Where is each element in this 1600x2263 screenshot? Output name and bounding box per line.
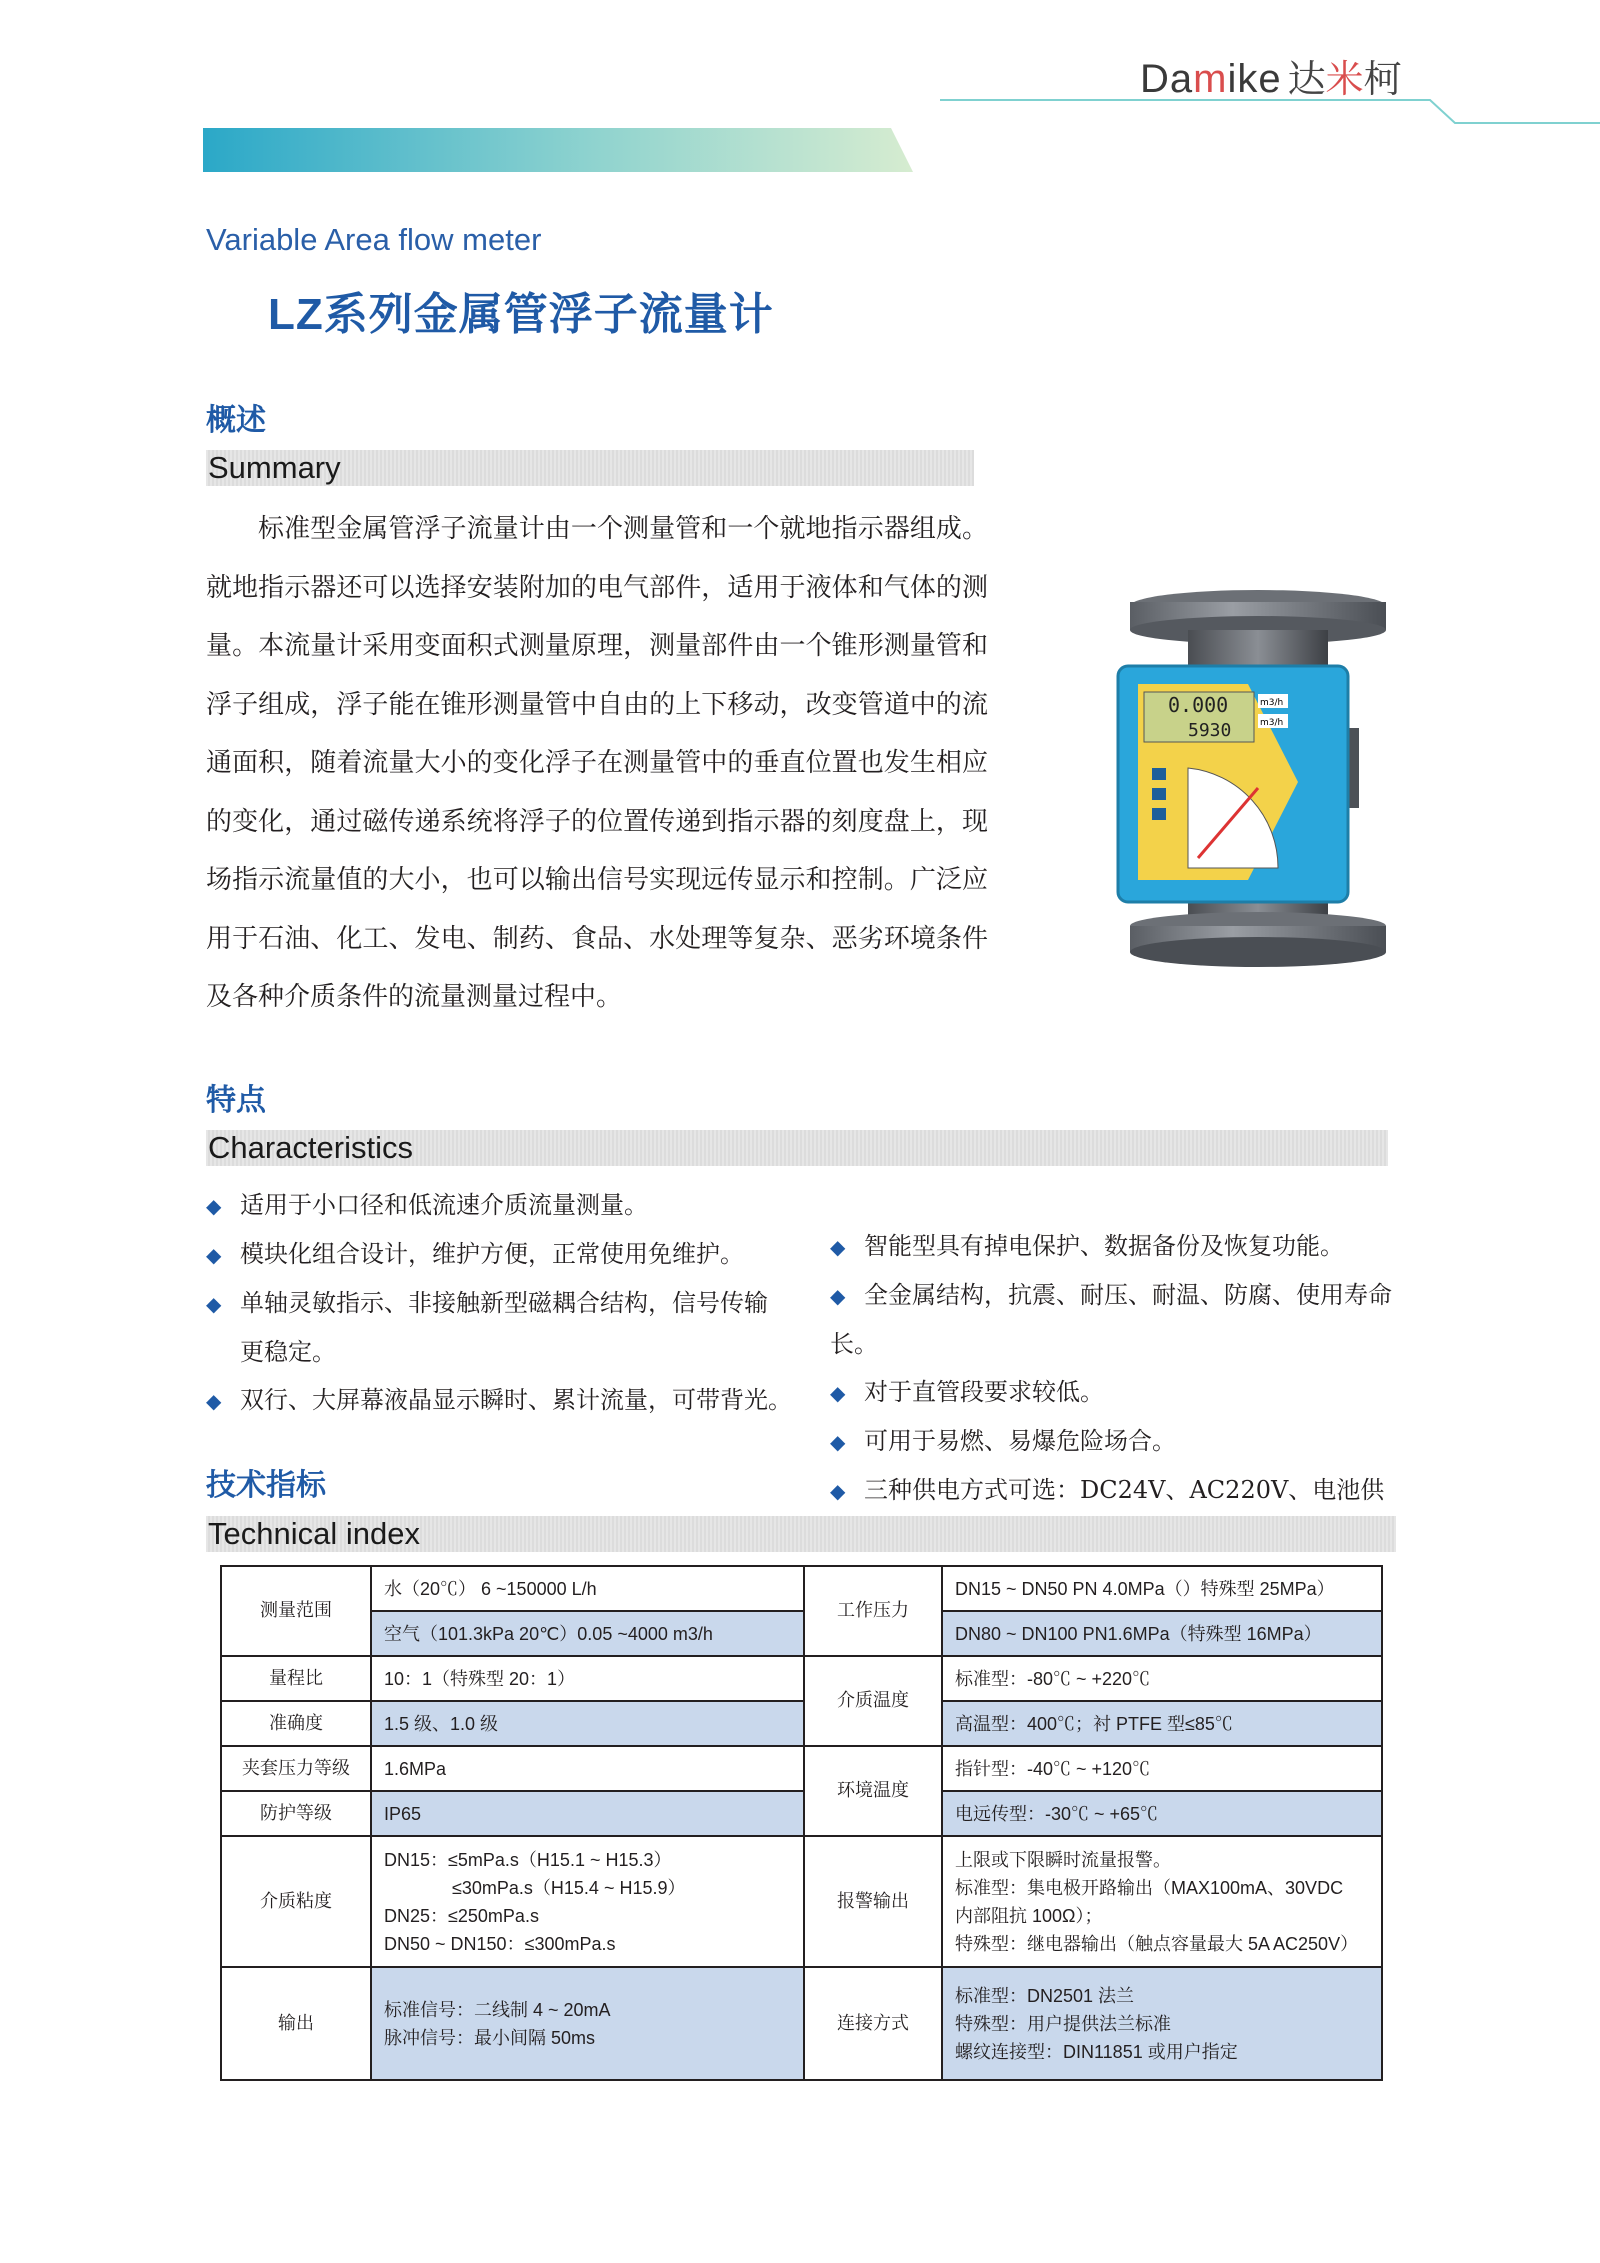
accuracy-label: 准确度: [221, 1701, 371, 1746]
env-temp-label: 环境温度: [804, 1746, 942, 1836]
env-temp-value-1: 指针型：-40℃ ~ +120℃: [942, 1746, 1382, 1791]
summary-heading-bar: [206, 450, 974, 486]
list-item: ◆ 对于直管段要求较低。: [830, 1368, 1400, 1417]
connect-line-3: 螺纹连接型：DIN11851 或用户指定: [955, 2041, 1238, 2062]
table-row: [221, 1746, 1382, 1791]
connect-line-1: 标准型：DN2501 法兰: [955, 1985, 1135, 2006]
title-english: Variable Area flow meter: [206, 222, 542, 257]
diamond-bullet-icon: ◆: [206, 1292, 222, 1316]
list-item: ◆ 三种供电方式可选：DC24V、AC220V、电池供: [830, 1466, 1400, 1563]
accuracy-value: 1.5 级、1.0 级: [371, 1701, 804, 1746]
ratio-value: 10：1（特殊型 20：1）: [371, 1656, 804, 1701]
jacket-label: 夹套压力等级: [221, 1746, 371, 1791]
title-chinese: LZ系列金属管浮子流量计: [268, 289, 774, 340]
list-item: ◆ 模块化组合设计，维护方便，正常使用免维护。: [206, 1230, 806, 1279]
summary-heading-cn: 概述: [206, 403, 266, 438]
list-item: ◆ 适用于小口径和低流速介质流量测量。: [206, 1181, 806, 1230]
technical-heading-en: Technical index: [208, 1516, 420, 1551]
characteristics-heading-bar: [206, 1130, 1388, 1166]
list-item: ◆ 智能型具有掉电保护、数据备份及恢复功能。: [830, 1222, 1400, 1271]
alarm-value: [942, 1836, 1382, 1967]
range-air: 空气（101.3kPa 20℃）0.05 ~4000 m3/h: [371, 1611, 804, 1656]
title-band: [203, 128, 913, 172]
jacket-value: 1.6MPa: [371, 1746, 804, 1791]
unit-label-2: m3/h: [1260, 718, 1284, 728]
list-item: ◆ 单轴灵敏指示、非接触新型磁耦合结构，信号传输: [206, 1279, 806, 1328]
diamond-bullet-icon: ◆: [206, 1389, 222, 1413]
table-row: [221, 1791, 1382, 1836]
range-water: 水（20℃） 6 ~150000 L/h: [371, 1566, 804, 1611]
brand-logo: Damike 达米柯: [1140, 57, 1402, 101]
alarm-line-4: 特殊型：继电器输出（触点容量最大 5A AC250V）: [955, 1933, 1359, 1954]
medium-temp-value-1: 标准型：-80℃ ~ +220℃: [942, 1656, 1382, 1701]
table-row: [221, 1701, 1382, 1746]
viscosity-line-4: DN50 ~ DN150：≤300mPa.s: [384, 1933, 616, 1954]
viscosity-value: [371, 1836, 804, 1967]
list-item-continuation: 更稳定。: [240, 1338, 336, 1366]
table-row: [221, 1611, 1382, 1656]
alarm-line-2: 标准型：集电极开路输出（MAX100mA、30VDC: [955, 1877, 1344, 1898]
display-line-2: 5930: [1188, 720, 1232, 741]
diamond-bullet-icon: ◆: [206, 1194, 222, 1218]
protect-value: IP65: [371, 1791, 804, 1836]
characteristics-heading-en: Characteristics: [208, 1130, 413, 1165]
characteristics-left-list: [206, 1181, 806, 1425]
diamond-bullet-icon: ◆: [830, 1235, 846, 1259]
diamond-bullet-icon: ◆: [830, 1284, 846, 1308]
range-label: 测量范围: [221, 1566, 371, 1656]
viscosity-label: 介质粘度: [221, 1836, 371, 1967]
viscosity-line-2: ≤30mPa.s（H15.4 ~ H15.9）: [452, 1877, 686, 1898]
summary-text: 标准型金属管浮子流量计由一个测量管和一个就地指示器组成。就地指示器还可以选择安装附加的电气部件，适用于液体和气体的测量。本流量计采用变面积式测量原理，测量部件由一个锥形测量管和浮子组成，浮子能在锥形测量管中自由的上下移动，改变管道中的流通面积，随着流量大小的变化浮子在测量管中的垂直位置也发生相应的变化，通过磁传递系统将浮子的位置传递到指示器的刻度盘上，现场指示流量值的大小，也可以输出信号实现远传显示和控制。广泛应用于石油、化工、发电、制药、食品、水处理等复杂、恶劣环境条件及各种介质条件的流量测量过程中。: [206, 514, 988, 1012]
display-line-1: 0.000: [1168, 693, 1229, 717]
viscosity-line-1: DN15：≤5mPa.s（H15.1 ~ H15.3）: [384, 1849, 672, 1870]
list-item: ◆ 全金属结构，抗震、耐压、耐温、防腐、使用寿命长。: [830, 1271, 1400, 1368]
alarm-line-1: 上限或下限瞬时流量报警。: [955, 1849, 1171, 1870]
connect-line-2: 特殊型：用户提供法兰标准: [955, 2013, 1171, 2034]
flow-meter-image: [1108, 588, 1408, 968]
alarm-line-3: 内部阻抗 100Ω）；: [955, 1905, 1103, 1926]
output-label: 输出: [221, 1967, 371, 2080]
technical-heading-bar: [206, 1516, 1396, 1552]
diamond-bullet-icon: ◆: [206, 1243, 222, 1267]
diamond-bullet-icon: ◆: [830, 1430, 846, 1454]
output-line-2: 脉冲信号：最小间隔 50ms: [384, 2027, 596, 2048]
table-row: [221, 1566, 1382, 1611]
pressure-value-1: DN15 ~ DN50 PN 4.0MPa（）特殊型 25MPa）: [942, 1566, 1382, 1611]
list-item: ◆ 可用于易燃、易爆危险场合。: [830, 1417, 1400, 1466]
protect-label: 防护等级: [221, 1791, 371, 1836]
table-row: [221, 1967, 1382, 2080]
connect-label: 连接方式: [804, 1967, 942, 2080]
list-item: ◆ 双行、大屏幕液晶显示瞬时、累计流量，可带背光。: [206, 1376, 806, 1425]
medium-temp-value-2: 高温型：400℃；衬 PTFE 型≤85℃: [942, 1701, 1382, 1746]
ratio-label: 量程比: [221, 1656, 371, 1701]
unit-label-1: m3/h: [1260, 698, 1284, 708]
table-row: [221, 1656, 1382, 1701]
characteristics-heading-cn: 特点: [206, 1083, 266, 1118]
pressure-label: 工作压力: [804, 1566, 942, 1656]
summary-heading-en: Summary: [208, 450, 341, 485]
connect-value: [942, 1967, 1382, 2080]
alarm-label: 报警输出: [804, 1836, 942, 1967]
spec-table: [220, 1565, 1383, 2081]
summary-paragraph: [206, 500, 988, 1027]
medium-temp-label: 介质温度: [804, 1656, 942, 1746]
characteristics-right-list: [830, 1222, 1400, 1563]
diamond-bullet-icon: ◆: [830, 1479, 846, 1503]
pressure-value-2: DN80 ~ DN100 PN1.6MPa（特殊型 16MPa）: [942, 1611, 1382, 1656]
table-row: [221, 1836, 1382, 1967]
viscosity-line-3: DN25：≤250mPa.s: [384, 1905, 539, 1926]
diamond-bullet-icon: ◆: [830, 1381, 846, 1405]
output-line-1: 标准信号：二线制 4 ~ 20mA: [384, 1999, 611, 2020]
output-value: [371, 1967, 804, 2080]
env-temp-value-2: 电远传型：-30℃ ~ +65℃: [942, 1791, 1382, 1836]
technical-heading-cn: 技术指标: [206, 1468, 326, 1503]
